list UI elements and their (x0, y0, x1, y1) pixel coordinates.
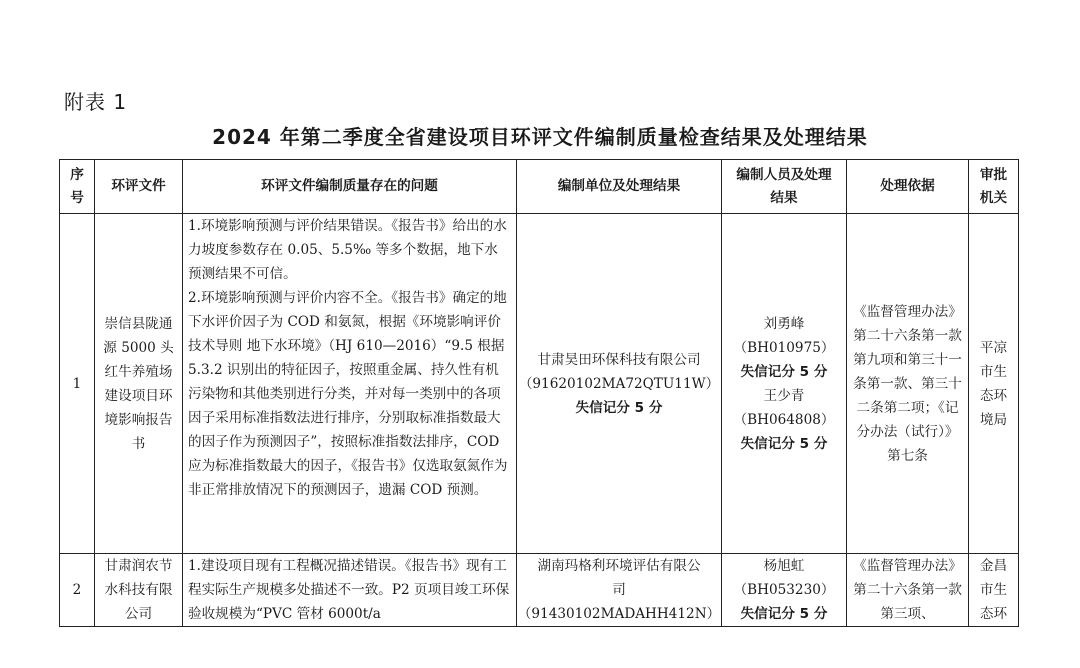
unit-name: 甘肃昊田环保科技有限公司 (537, 351, 701, 368)
person1-name: 杨旭虹 (763, 558, 805, 574)
cell-doc: 甘肃润农节水科技有限公司 (95, 554, 183, 627)
person1-result: 失信记分 5 分 (740, 606, 828, 622)
results-table (59, 159, 1019, 627)
table-row (60, 554, 1019, 627)
cell-issues: 1.环境影响预测与评价结果错误。《报告书》给出的水力坡度参数存在 0.05、5.5‰ 等多个数据，地下水预测结果不可信。 2.环境影响预测与评价内容不全。《报告书》确定的地下水评价因子为 COD 和氨氮，根据《环境影响评价技术导则 地下水环境》（HJ 610—2016）“9.5 根据 5.3.2 识别出的特征因子，按照重金属、持久性有机污染物和其他类别进行分类，并对每一类别中的各项因子采用标准指数法进行排序，分别取标准指数最大的因子作为预测因子”，按照标准指数法排序，COD 应为标准指数最大的因子，《报告书》仅选取氨氮作为非正常排放情况下的预测因子，遗漏 COD 预测。 (183, 214, 517, 554)
cell-seq: 2 (60, 554, 95, 627)
person2-code: （BH064808） (733, 411, 835, 428)
person1-result: 失信记分 5 分 (740, 363, 828, 380)
cell-basis: 《监督管理办法》第二十六条第一款第九项和第三十一条第一款、第三十二条第二项；《记分办法（试行）》第七条 (847, 214, 969, 554)
cell-seq: 1 (60, 214, 95, 554)
cell-authority: 平凉市生态环境局 (969, 214, 1019, 554)
cell-unit (517, 214, 722, 554)
person2-result: 失信记分 5 分 (740, 435, 828, 452)
cell-person (722, 554, 847, 627)
header-basis: 处理依据 (847, 160, 969, 214)
header-unit: 编制单位及处理结果 (517, 160, 722, 214)
header-person: 编制人员及处理结果 (722, 160, 847, 214)
person1-name: 刘勇峰 (763, 315, 805, 332)
cell-issues: 1.建设项目现有工程概况描述错误。《报告书》现有工程实际生产规模多处描述不一致。P2 页项目竣工环保验收规模为“PVC 管材 6000t/a (183, 554, 517, 627)
page-title: 2024 年第二季度全省建设项目环评文件编制质量检查结果及处理结果 (212, 125, 868, 149)
cell-person (722, 214, 847, 554)
unit-code: （91620102MA72QTU11W） (518, 375, 720, 392)
header-doc: 环评文件 (95, 160, 183, 214)
cell-basis: 《监督管理办法》第二十六条第一款第三项、 (847, 554, 969, 627)
person2-name: 王少青 (763, 387, 805, 404)
cell-authority: 金昌市生态环 (969, 554, 1019, 627)
person1-code: （BH053230） (733, 582, 835, 598)
unit-name: 湖南玛格利环境评估有限公司 (537, 558, 701, 598)
table-header-row (60, 160, 1019, 214)
person1-code: （BH010975） (733, 339, 835, 356)
cell-unit (517, 554, 722, 627)
header-issues: 环评文件编制质量存在的问题 (183, 160, 517, 214)
header-authority: 审批机关 (969, 160, 1019, 214)
unit-result: 失信记分 5 分 (575, 399, 663, 416)
header-seq: 序号 (60, 160, 95, 214)
table-row (60, 214, 1019, 554)
attachment-label: 附表 1 (64, 90, 128, 114)
unit-code: （91430102MADAHH412N） (517, 606, 721, 622)
cell-doc: 崇信县陇通源 5000 头红牛养殖场建设项目环境影响报告书 (95, 214, 183, 554)
